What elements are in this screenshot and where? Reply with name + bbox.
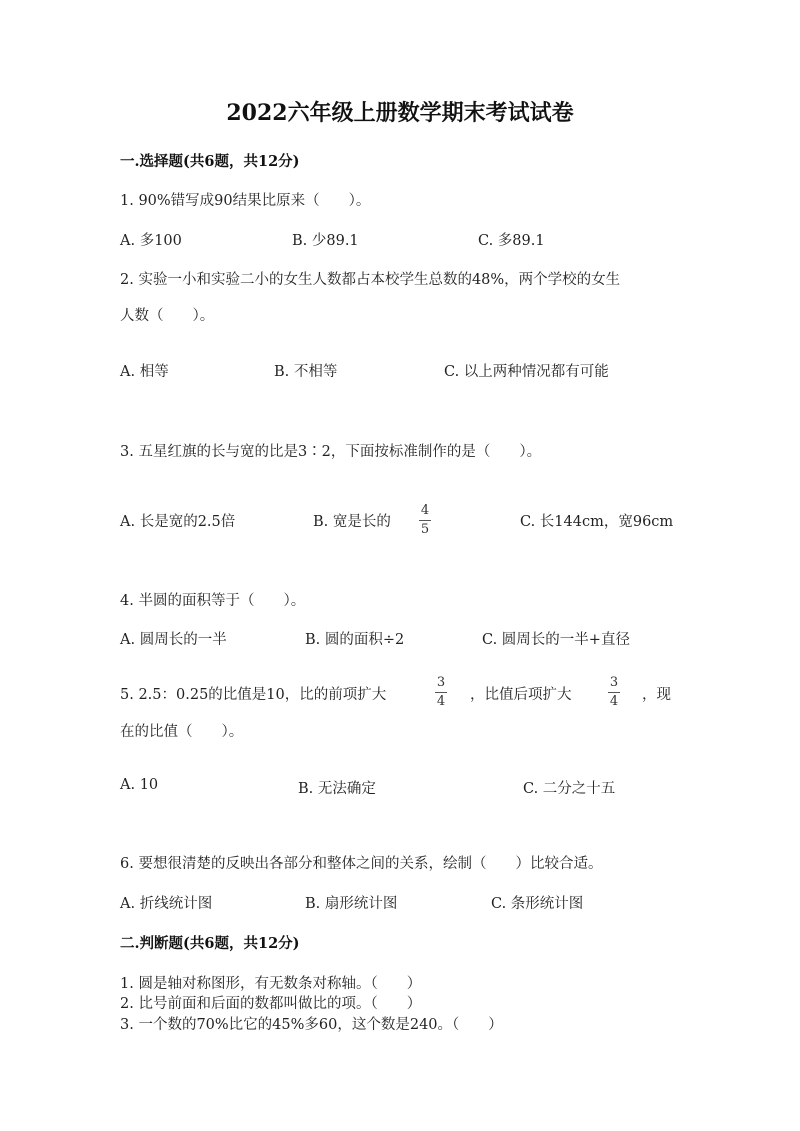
q3-option-b: B. 宽是长的 <box>313 514 391 530</box>
q2-option-b: B. 不相等 <box>274 364 338 380</box>
judgment-item-1: 1. 圆是轴对称图形，有无数条对称轴。（ ） <box>120 976 422 992</box>
question-2-line2: 人数（ ）。 <box>120 308 215 324</box>
fraction-numerator: 3 <box>436 675 446 690</box>
q1-option-b: B. 少89.1 <box>292 233 359 249</box>
question-5-part3: ，现 <box>642 687 671 703</box>
judgment-item-2: 2. 比号前面和后面的数都叫做比的项。（ ） <box>120 996 422 1012</box>
question-5-line2: 在的比值（ ）。 <box>120 724 244 740</box>
q5-option-a: A. 10 <box>120 777 159 793</box>
fraction-bar <box>419 520 431 521</box>
question-2-line1: 2. 实验一小和实验二小的女生人数都占本校学生总数的48%，两个学校的女生 <box>120 272 621 288</box>
q6-option-a: A. 折线统计图 <box>120 896 213 912</box>
q4-option-b: B. 圆的面积÷2 <box>305 632 405 648</box>
fraction-bar <box>608 692 620 693</box>
q5-fraction-2 <box>606 676 622 709</box>
q4-option-a: A. 圆周长的一半 <box>120 632 227 648</box>
fraction-denominator: 4 <box>436 694 446 709</box>
q3-fraction-four-fifths <box>417 504 433 537</box>
section-heading-choice: 一.选择题(共6题，共12分) <box>120 153 300 170</box>
q6-option-c: C. 条形统计图 <box>491 896 584 912</box>
fraction-numerator: 4 <box>420 503 430 518</box>
question-5-part2: ，比值后项扩大 <box>470 687 572 703</box>
fraction-denominator: 4 <box>609 694 619 709</box>
fraction-numerator: 3 <box>609 675 619 690</box>
q2-option-a: A. 相等 <box>120 364 169 380</box>
q3-option-c: C. 长144cm，宽96cm <box>520 514 674 530</box>
question-1-text: 1. 90%错写成90结果比原来（ ）。 <box>120 193 371 209</box>
question-6-text: 6. 要想很清楚的反映出各部分和整体之间的关系，绘制（ ）比较合适。 <box>120 856 603 872</box>
q2-option-c: C. 以上两种情况都有可能 <box>444 364 609 380</box>
q5-fraction-1 <box>433 676 449 709</box>
q4-option-c: C. 圆周长的一半+直径 <box>482 632 630 648</box>
question-5-part1: 5. 2.5：0.25的比值是10，比的前项扩大 <box>120 687 387 703</box>
judgment-item-3: 3. 一个数的70%比它的45%多60，这个数是240。（ ） <box>120 1017 503 1033</box>
q6-option-b: B. 扇形统计图 <box>305 896 398 912</box>
question-3-text: 3. 五星红旗的长与宽的比是3∶2，下面按标准制作的是（ ）。 <box>120 444 542 460</box>
q5-option-b: B. 无法确定 <box>298 781 376 797</box>
q5-option-c: C. 二分之十五 <box>523 781 616 797</box>
page-title: 2022六年级上册数学期末考试试卷 <box>226 100 574 126</box>
q1-option-a: A. 多100 <box>120 233 182 249</box>
fraction-bar <box>435 692 447 693</box>
fraction-denominator: 5 <box>420 522 430 537</box>
q1-option-c: C. 多89.1 <box>478 233 545 249</box>
section-heading-judgment: 二.判断题(共6题，共12分) <box>120 935 300 952</box>
question-4-text: 4. 半圆的面积等于（ ）。 <box>120 593 306 609</box>
q3-option-a: A. 长是宽的2.5倍 <box>120 514 236 530</box>
